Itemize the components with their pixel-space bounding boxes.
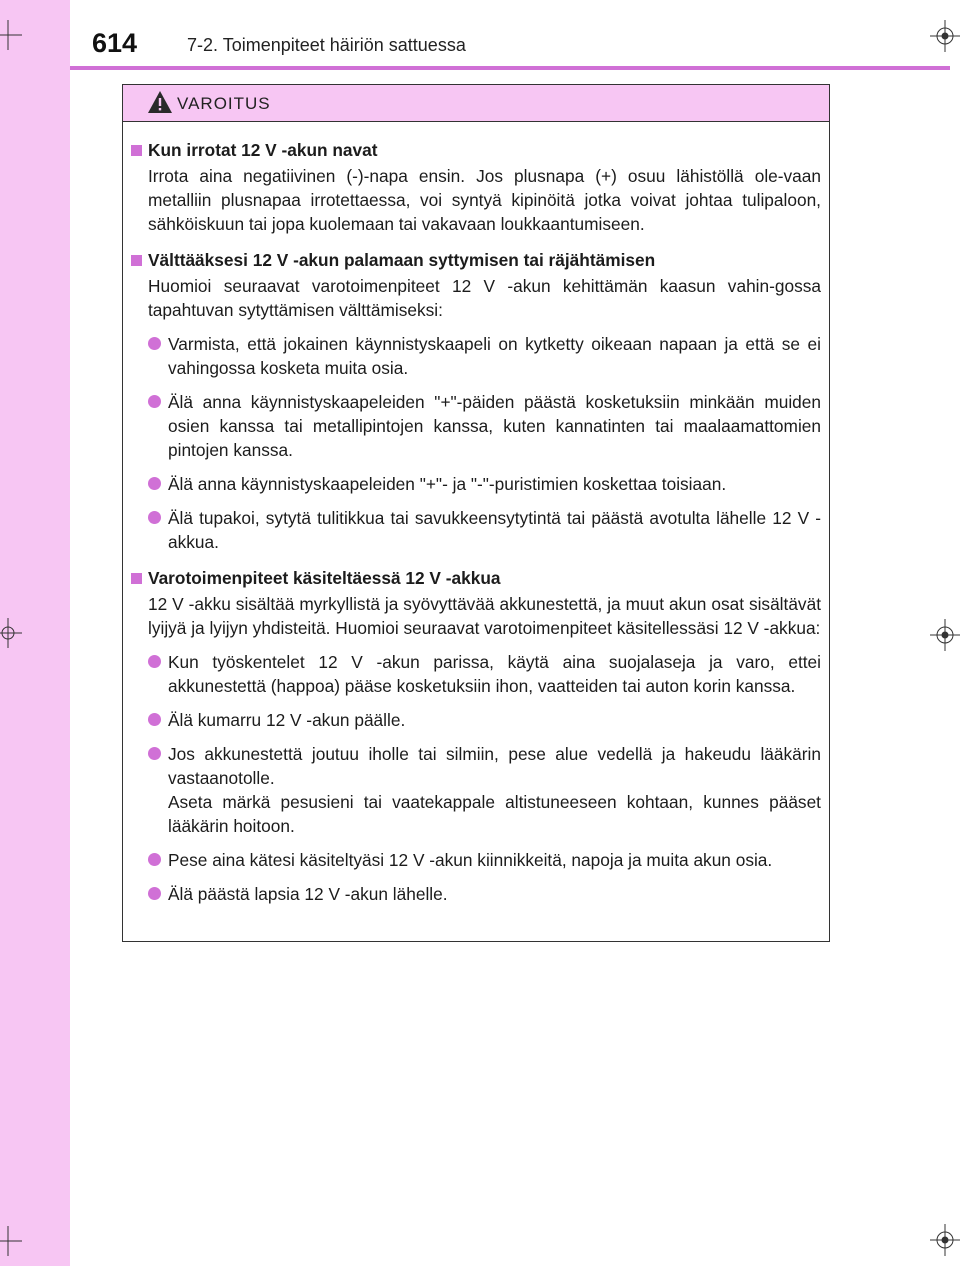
bullet-dot-icon xyxy=(148,747,161,760)
registration-mark-icon xyxy=(930,1220,960,1260)
list-item: Varmista, että jokainen käynnistyskaapeli on kytketty oikeaan napaan ja että se ei vahingossa kosketa muita osia. xyxy=(143,332,821,380)
warning-header xyxy=(123,85,829,122)
bullet-dot-icon xyxy=(148,853,161,866)
list-item-text: Jos akkunestettä joutuu iholle tai silmiin, pese alue vedellä ja hakeudu lääkärin vastaanotolle. xyxy=(168,744,821,788)
section-text: Huomioi seuraavat varotoimenpiteet 12 V -akun kehittämän kaasun vahin-gossa tapahtuvan sytyttämisen välttämiseksi: xyxy=(148,276,821,320)
bullet-dot-icon xyxy=(148,713,161,726)
header-rule xyxy=(70,66,950,70)
list-item: Pese aina kätesi käsiteltyäsi 12 V -akun kiinnikkeitä, napoja ja muita akun osia. xyxy=(143,848,821,872)
bullet-dot-icon xyxy=(148,337,161,350)
bullet-dot-icon xyxy=(148,395,161,408)
list-item: Älä anna käynnistyskaapeleiden "+"- ja "-"-puristimien koskettaa toisiaan. xyxy=(143,472,821,496)
registration-mark-icon xyxy=(930,16,960,56)
warning-triangle-icon xyxy=(147,90,173,119)
crop-mark-icon xyxy=(0,20,24,50)
list-item-text-extra: Aseta märkä pesusieni tai vaatekappale altistuneeseen kohtaan, kunnes pääset lääkärin hoitoon. xyxy=(168,792,821,836)
square-bullet-icon xyxy=(131,573,142,584)
warning-title: VAROITUS xyxy=(177,94,271,113)
warning-section xyxy=(131,248,821,554)
section-heading: Kun irrotat 12 V -akun navat xyxy=(131,138,821,162)
square-bullet-icon xyxy=(131,255,142,266)
list-item: Kun työskentelet 12 V -akun parissa, käytä aina suojalaseja ja varo, ettei akkunestettä (happoa) pääse kosketuksiin ihon, vaatteiden tai auton korin kanssa. xyxy=(143,650,821,698)
square-bullet-icon xyxy=(131,145,142,156)
list-item: Älä tupakoi, sytytä tulitikkua tai savukkeensytytintä tai päästä avotulta lähelle 12 V -akkua. xyxy=(143,506,821,554)
bullet-dot-icon xyxy=(148,477,161,490)
list-item: Älä anna käynnistyskaapeleiden "+"-päiden päästä kosketuksiin minkään muiden osien kanssa tai metallipintojen kanssa, kuten kannatinten tai maalaamattomien pintojen kanssa. xyxy=(143,390,821,462)
list-item xyxy=(143,742,821,838)
section-heading: Varotoimenpiteet käsiteltäessä 12 V -akkua xyxy=(131,566,821,590)
page-header xyxy=(70,0,950,70)
chapter-title: 7-2. Toimenpiteet häiriön sattuessa xyxy=(187,35,466,55)
crop-mark-icon xyxy=(0,618,24,648)
page-number: 614 xyxy=(92,28,138,58)
crop-mark-icon xyxy=(0,1226,24,1256)
warning-body xyxy=(123,122,829,906)
bullet-dot-icon xyxy=(148,511,161,524)
bullet-dot-icon xyxy=(148,655,161,668)
registration-mark-icon xyxy=(930,615,960,655)
section-heading: Välttääksesi 12 V -akun palamaan syttymisen tai räjähtämisen xyxy=(131,248,821,272)
list-item: Älä päästä lapsia 12 V -akun lähelle. xyxy=(143,882,821,906)
section-text: 12 V -akku sisältää myrkyllistä ja syövyttävää akkunestettä, ja muut akun osat sisältävät lyijyä ja lyijyn yhdisteitä. Huomioi seuraavat varotoimenpiteet käsitellessäsi 12 V -akkua: xyxy=(148,594,821,638)
section-text: Irrota aina negatiivinen (-)-napa ensin. Jos plusnapa (+) osuu lähistöllä ole-vaan metalliin plusnapaa irrotettaessa, voi syntyä kipinöitä jotka voivat johtaa tulipaloon, sähköiskuun tai jopa kuolemaan tai vakavaan loukkaantumiseen. xyxy=(148,166,821,234)
warning-box xyxy=(122,84,830,942)
warning-section xyxy=(131,566,821,906)
list-item: Älä kumarru 12 V -akun päälle. xyxy=(143,708,821,732)
warning-section xyxy=(131,138,821,236)
bullet-dot-icon xyxy=(148,887,161,900)
